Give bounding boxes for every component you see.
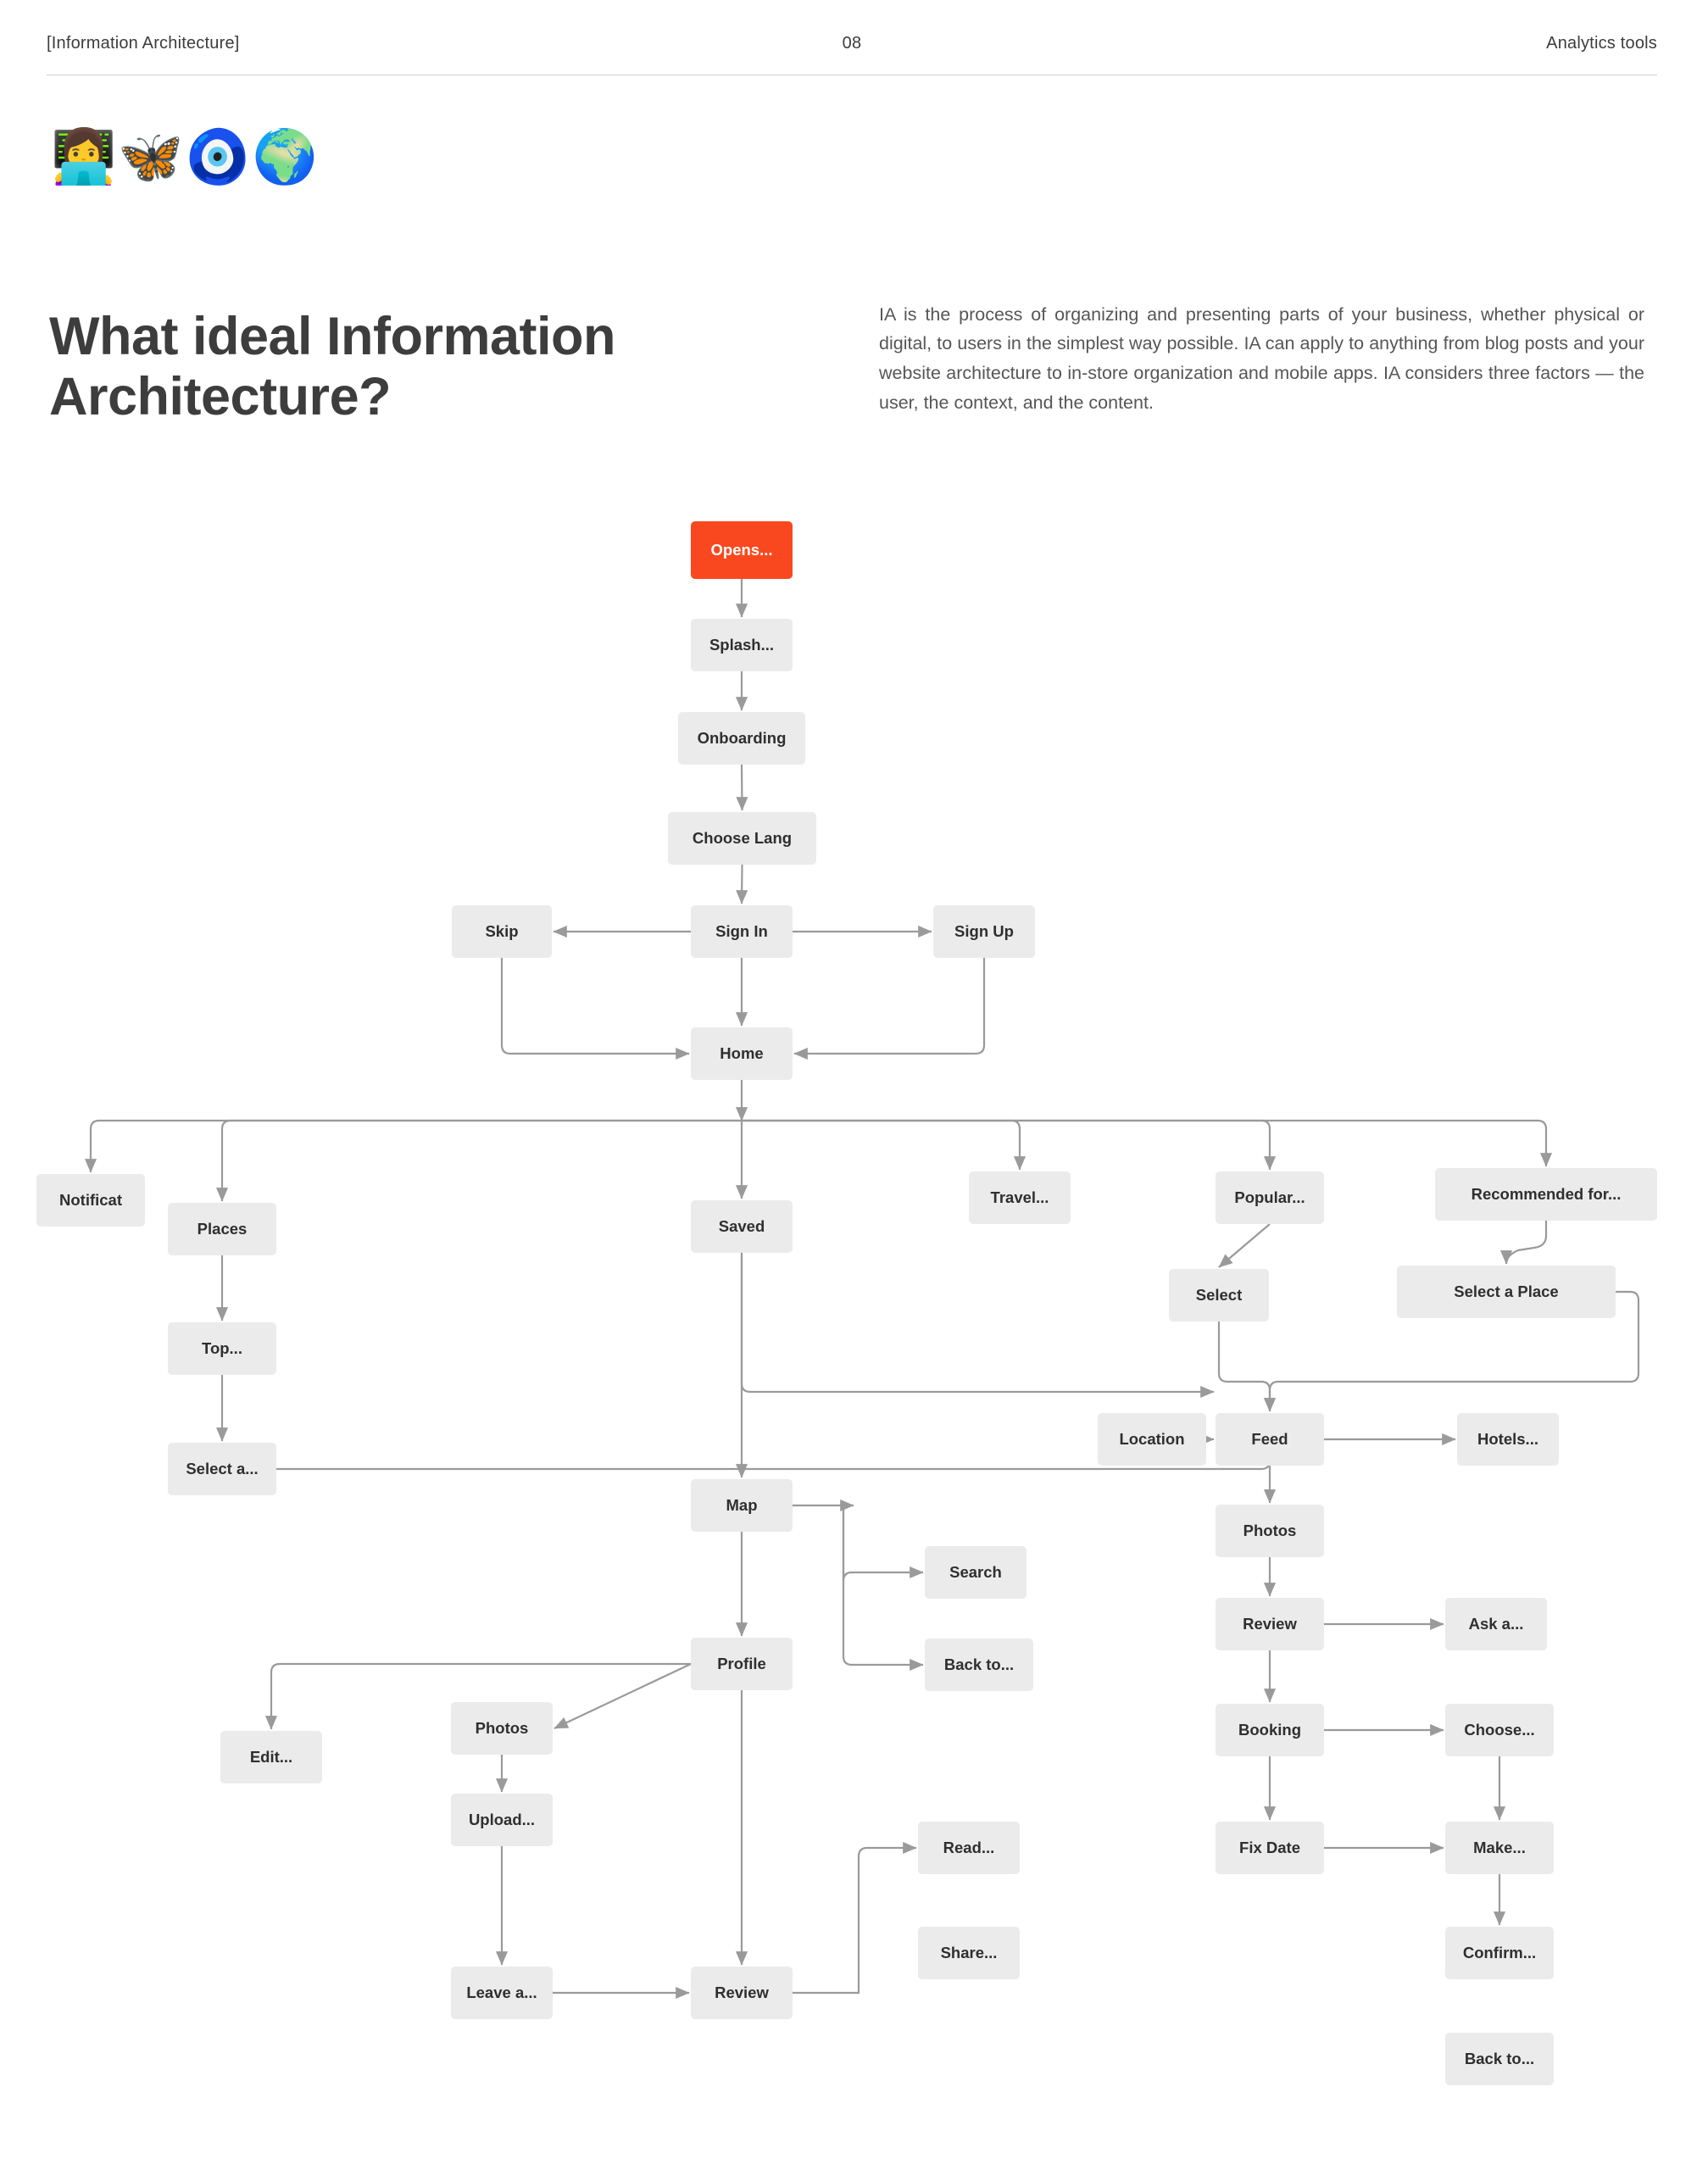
flow-node-read[interactable]: [918, 1822, 1020, 1874]
flow-node-label: Select: [1195, 1286, 1243, 1304]
flow-node-label: Top...: [202, 1339, 242, 1357]
flow-node-leave_a[interactable]: [451, 1967, 553, 2019]
flow-node-label: Search: [949, 1563, 1002, 1581]
flow-node-label: Profile: [717, 1655, 766, 1672]
flow-node-label: Hotels...: [1477, 1430, 1538, 1448]
flow-node-label: Confirm...: [1462, 1944, 1537, 1961]
flow-node-travel[interactable]: [969, 1171, 1071, 1224]
header-left-label: [Information Architecture]: [47, 34, 240, 53]
flow-node-label: Sign In: [715, 922, 768, 940]
flow-node-popular[interactable]: [1216, 1171, 1324, 1224]
flow-node-label: Onboarding: [697, 729, 787, 747]
flow-node-sign_up[interactable]: [933, 905, 1035, 958]
flow-node-label: Booking: [1238, 1721, 1301, 1739]
header-right-label: Analytics tools: [1546, 34, 1657, 53]
flow-node-label: Ask a...: [1468, 1615, 1524, 1633]
flow-node-label: Fix Date: [1239, 1839, 1300, 1856]
flow-node-splash[interactable]: [691, 619, 793, 671]
page-header: [47, 34, 1657, 75]
flow-node-choose[interactable]: [1445, 1704, 1554, 1756]
flow-node-review_map[interactable]: [691, 1967, 793, 2019]
flow-node-label: Notificat: [59, 1191, 122, 1209]
flow-node-label: Review: [715, 1984, 769, 2001]
flow-node-label: Make...: [1473, 1839, 1526, 1856]
page-title: What ideal Information Architecture?: [49, 307, 616, 426]
flow-node-home[interactable]: [691, 1027, 793, 1080]
flow-node-back_to_map[interactable]: [925, 1639, 1033, 1691]
flow-node-places[interactable]: [168, 1203, 276, 1255]
flow-node-label: Recommended for...: [1471, 1185, 1622, 1203]
intro-paragraph: IA is the process of organizing and presenting parts of your business, whether physical or digital, to users in the simplest way possible. IA can apply to anything from blog posts and your website architecture to in-store organization and mobile apps. IA considers three factors — the user, the context, and the content.: [879, 303, 1644, 413]
flow-node-map[interactable]: [691, 1479, 793, 1532]
flow-node-label: Photos: [1243, 1522, 1297, 1539]
flow-node-label: Location: [1119, 1430, 1185, 1448]
flow-node-label: Back to...: [1464, 2050, 1535, 2067]
flow-node-photos_feed[interactable]: [1216, 1505, 1324, 1557]
flow-node-back_to_feed[interactable]: [1445, 2033, 1554, 2085]
flow-node-label: Read...: [943, 1839, 995, 1856]
flow-node-label: Upload...: [468, 1811, 536, 1828]
flow-node-saved[interactable]: [691, 1200, 793, 1253]
flow-node-share[interactable]: [918, 1927, 1020, 1979]
flow-node-label: Travel...: [990, 1188, 1049, 1206]
flow-node-edit[interactable]: [220, 1731, 322, 1783]
flow-node-fix_date[interactable]: [1216, 1822, 1324, 1874]
flow-node-label: Review: [1243, 1615, 1297, 1633]
flow-node-label: Leave a...: [466, 1984, 537, 2001]
flow-node-confirm[interactable]: [1445, 1927, 1554, 1979]
flow-node-sign_in[interactable]: [691, 905, 793, 958]
flow-node-label: Sign Up: [954, 922, 1014, 940]
flow-node-label: Home: [720, 1044, 764, 1062]
flow-node-choose_lang[interactable]: [668, 812, 816, 865]
flow-node-select[interactable]: [1169, 1269, 1269, 1321]
flow-node-label: Skip: [485, 922, 519, 940]
flow-node-skip[interactable]: [452, 905, 552, 958]
flow-node-label: Places: [197, 1220, 248, 1238]
page-number: 08: [842, 34, 862, 53]
flow-node-hotels[interactable]: [1457, 1413, 1559, 1466]
flow-node-top[interactable]: [168, 1322, 276, 1375]
flow-node-label: Edit...: [249, 1748, 293, 1766]
flow-node-search[interactable]: [925, 1546, 1026, 1599]
flow-node-feed[interactable]: [1216, 1413, 1324, 1466]
flow-node-booking[interactable]: [1216, 1704, 1324, 1756]
flow-node-label: Select a Place: [1454, 1283, 1559, 1300]
flow-node-upload[interactable]: [451, 1794, 553, 1846]
flow-node-label: Back to...: [943, 1655, 1015, 1673]
flow-node-select_place[interactable]: [1397, 1266, 1616, 1318]
flow-node-onboarding[interactable]: [678, 712, 805, 765]
flow-node-profile[interactable]: [691, 1638, 793, 1690]
flow-node-label: Saved: [718, 1217, 765, 1235]
flow-node-label: Opens...: [710, 541, 773, 559]
flow-node-make[interactable]: [1445, 1822, 1554, 1874]
flow-node-opens[interactable]: [691, 521, 793, 579]
flow-node-label: Popular...: [1234, 1188, 1305, 1206]
flow-node-label: Photos: [475, 1719, 529, 1737]
flow-node-select_a[interactable]: [168, 1443, 276, 1495]
flow-node-label: Choose Lang: [692, 829, 793, 847]
flow-node-review_feed[interactable]: [1216, 1598, 1324, 1650]
flow-node-label: Splash...: [709, 636, 775, 654]
flow-node-label: Choose...: [1464, 1721, 1535, 1739]
flow-node-label: Share...: [940, 1944, 998, 1961]
flow-node-ask_a[interactable]: [1445, 1598, 1547, 1650]
ia-flow-diagram: [0, 475, 1708, 2136]
flow-node-photos_prof[interactable]: [451, 1702, 553, 1755]
flow-node-label: Select a...: [186, 1460, 259, 1477]
flow-node-recommended[interactable]: [1435, 1168, 1657, 1221]
emoji-decoration: 👩‍💻🦋🧿🌍: [51, 128, 320, 186]
flow-node-notificat[interactable]: [36, 1174, 145, 1227]
flow-node-label: Map: [726, 1496, 758, 1514]
flow-node-location[interactable]: [1098, 1413, 1206, 1466]
flow-node-label: Feed: [1251, 1430, 1288, 1448]
